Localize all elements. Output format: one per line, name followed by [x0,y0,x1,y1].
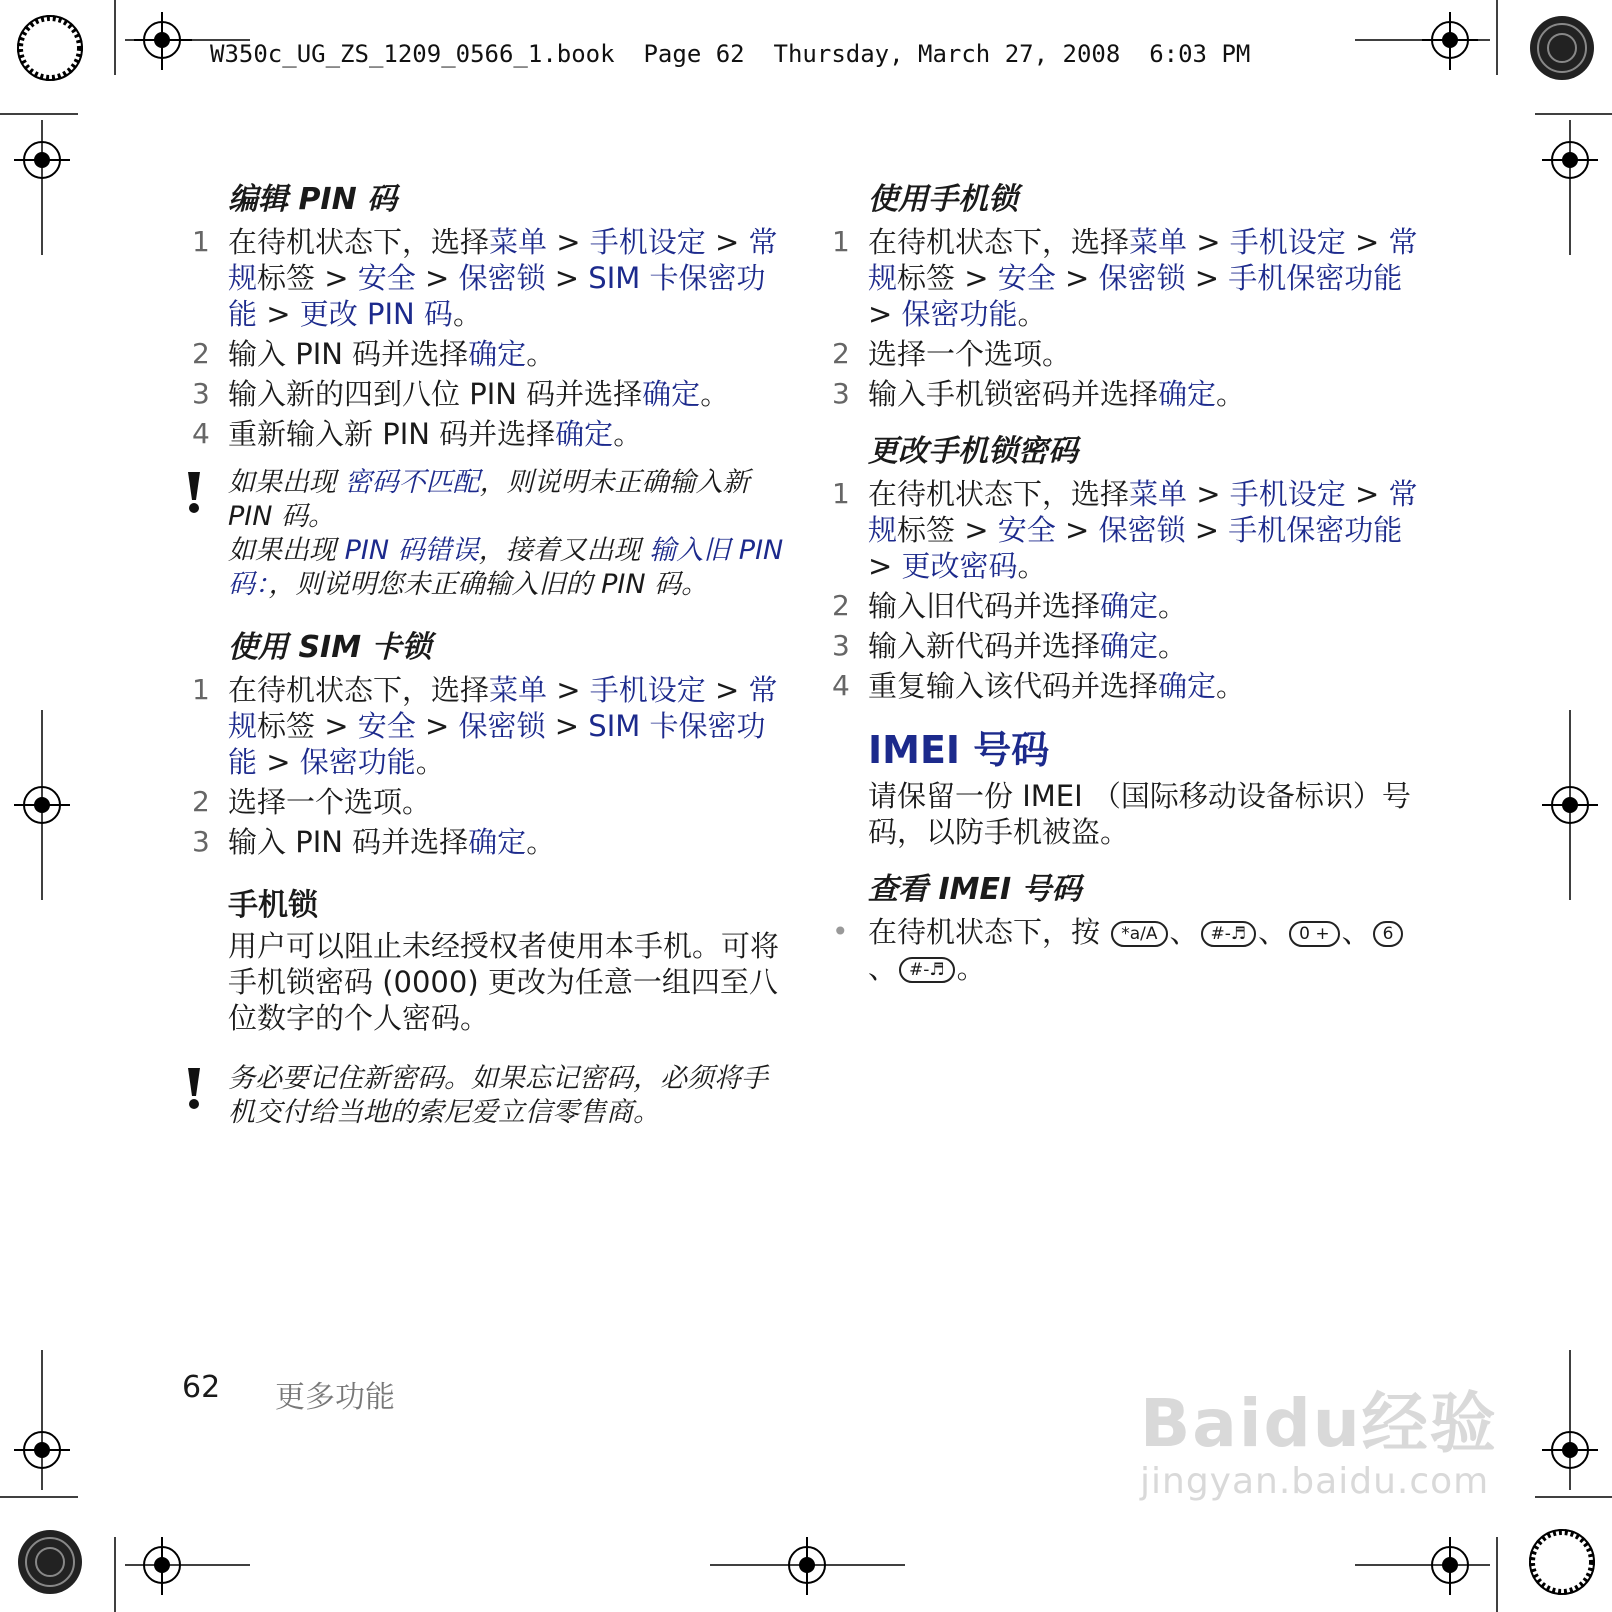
step-number: 3 [832,377,850,410]
menu-path-term: 确定 [468,337,527,371]
text-run: > [545,709,589,743]
text-run: > [1055,513,1099,547]
keypad-key-icon: 0 + [1289,921,1339,947]
step-number: 1 [832,225,850,258]
note-pin-mismatch [228,466,788,602]
step-text [868,629,1187,663]
step-number: 4 [832,669,850,702]
step-text [228,673,778,779]
text-run: 输入手机锁密码并选择 [868,377,1159,411]
step-item [832,476,1428,584]
section-title-imei: IMEI 号码 [868,728,1050,772]
menu-path-term: 菜单 [489,673,548,707]
menu-path-term: 安全 [997,261,1056,295]
step-text [228,785,431,819]
step-text [868,337,1071,371]
text-run: > [1345,225,1389,259]
menu-path-term: 保密锁 [458,261,546,295]
separator: 、 [868,951,898,985]
step-text [228,825,555,859]
separator: 、 [1258,915,1288,949]
step-item [192,784,788,820]
step-item [832,376,1428,412]
text-run: 。 [1216,377,1246,411]
keypad-key-icon: 6 [1373,921,1404,947]
warning-icon [186,470,202,514]
text-run: 在待机状态下，选择 [228,673,490,707]
text-run: 输入新代码并选择 [868,629,1101,663]
step-item [192,336,788,372]
step-number: 4 [192,417,210,450]
menu-path-term: 确定 [1158,669,1217,703]
menu-path-term: SIM 卡保密功能 [228,261,766,331]
text-run: 输入新的四到八位 PIN 码并选择 [228,377,643,411]
menu-path-term: 手机保密功能 [1228,261,1403,295]
step-number: 2 [832,589,850,622]
step-number: 3 [192,825,210,858]
menu-path-term: 更改密码 [901,549,1018,583]
text-run: > [1187,225,1230,259]
menu-path-term: 确定 [642,377,701,411]
text-run: 。 [613,417,643,451]
separator: 、 [1169,915,1199,949]
text-run: 在待机状态下，选择 [868,225,1130,259]
step-text [868,589,1187,623]
text-run: 选择一个选项。 [868,337,1072,371]
baidu-watermark [1140,1370,1498,1502]
separator: 。 [956,951,986,985]
step-item [192,672,788,780]
text-run: > [547,225,590,259]
watermark-line1: Baidu经验 [1140,1385,1498,1462]
menu-path-term: 确定 [1100,589,1159,623]
text-run: 。 [1017,549,1047,583]
menu-path-term: 确定 [1100,629,1159,663]
menu-path-term: 确定 [468,825,527,859]
step-text [868,377,1245,411]
text-run: 。 [526,337,556,371]
step-number: 3 [192,377,210,410]
step-item [192,416,788,452]
menu-path-term: 保密功能 [299,745,416,779]
use-phone-lock-steps [832,224,1428,412]
step-number: 3 [832,629,850,662]
menu-path-term: 手机设定 [1229,477,1346,511]
text-run: 如果出现 [228,467,345,498]
menu-path-term: 手机设定 [589,225,706,259]
text-run: 。 [1158,629,1188,663]
menu-path-term: 更改 PIN 码 [299,297,453,331]
menu-path-term: 手机保密功能 [1228,513,1403,547]
step-item [832,628,1428,664]
text-run: > [415,709,459,743]
step-number: 1 [192,225,210,258]
text-run: 。 [700,377,730,411]
menu-path-term: 菜单 [489,225,548,259]
separator: 、 [1341,915,1371,949]
note-remember-code-text: 务必要记住新密码。如果忘记密码，必须将手机交付给当地的索尼爱立信零售商。 [228,1063,768,1128]
warning-icon [186,1066,202,1110]
phone-lock-body: 用户可以阻止未经授权者使用本手机。可将手机锁密码 (0000) 更改为任意一组四至八位数字的个人密码。 [228,929,780,1035]
step-item [832,668,1428,704]
section-title-phone-lock: 手机锁 [228,888,318,923]
text-run: > [705,225,749,259]
text-run: 。 [1216,669,1246,703]
text-run: ，接着又出现 [478,535,650,566]
menu-path-term: 安全 [997,513,1056,547]
left-column [192,182,788,1130]
step-number: 1 [832,477,850,510]
change-lock-code-steps [832,476,1428,704]
menu-path-term: 常规 [868,477,1418,547]
right-column [832,182,1428,990]
step-number: 1 [192,673,210,706]
text-run: 重新输入新 PIN 码并选择 [228,417,556,451]
menu-path-term: SIM 卡保密功能 [228,709,766,779]
text-run: > [1345,477,1389,511]
section-title-sim-lock: 使用 SIM 卡锁 [228,630,432,665]
section-title-view-imei: 查看 IMEI 号码 [868,872,1082,907]
text-run: > [1187,477,1230,511]
keypad-key-icon: #-♬ [1201,921,1257,947]
menu-path-term: 菜单 [1129,477,1188,511]
step-text [228,417,642,451]
text-run: 。 [526,825,556,859]
keypad-key-icon: *a/A [1111,921,1167,947]
text-run: > [1055,261,1099,295]
text-run: > [547,673,590,707]
menu-path-term: 菜单 [1129,225,1188,259]
menu-path-term: 常规 [868,225,1418,295]
menu-path-term: PIN 码错误 [344,535,479,566]
step-number: 2 [192,785,210,818]
menu-path-term: 常规 [228,673,778,743]
step-item [192,376,788,412]
menu-path-term: 安全 [357,261,416,295]
text-run: > [868,297,902,331]
menu-path-term: 常规 [228,225,778,295]
text-run: 选择一个选项。 [228,785,432,819]
text-run: 输入 PIN 码并选择 [228,337,469,371]
step-item [192,824,788,860]
note-remember-code [228,1062,788,1130]
text-run: > [1185,513,1229,547]
step-number: 2 [192,337,210,370]
menu-path-term: 安全 [357,709,416,743]
text-run: 标签 > [257,709,358,743]
edit-pin-steps [192,224,788,452]
text-run: ，则说明您未正确输入旧的 PIN 码。 [268,569,709,600]
step-text [868,477,1418,583]
text-run: ，则说明未正确输入新 PIN 码。 [228,467,750,532]
footer-section: 更多功能 [275,1380,395,1415]
menu-path-term: 保密锁 [458,709,546,743]
step-item [832,224,1428,332]
text-run: > [257,297,300,331]
text-run: > [415,261,459,295]
text-run: > [1185,261,1229,295]
section-title-change-lock-code: 更改手机锁密码 [868,434,1078,469]
menu-path-term: 输入旧 PIN 码： [228,535,784,600]
step-text [228,337,555,371]
page-number: 62 [182,1370,221,1405]
text-run: 标签 > [897,261,998,295]
section-title-use-phone-lock: 使用手机锁 [868,182,1018,217]
menu-path-term: 保密功能 [901,297,1018,331]
text-run: 。 [1017,297,1047,331]
text-run: > [705,673,749,707]
text-run: > [545,261,589,295]
step-item [192,224,788,332]
text-run: > [257,745,300,779]
keypad-key-icon: #-♬ [899,957,955,983]
step-text [228,377,729,411]
text-run: 在待机状态下，选择 [228,225,490,259]
step-text [868,669,1245,703]
text-run: 。 [415,745,445,779]
menu-path-term: 保密锁 [1098,513,1186,547]
imei-bullet [832,914,1428,986]
imei-bullet-prefix: 在待机状态下，按 [868,915,1101,949]
text-run: 如果出现 [228,535,345,566]
text-run: 标签 > [257,261,358,295]
text-run: 输入 PIN 码并选择 [228,825,469,859]
sim-lock-steps [192,672,788,860]
text-run: 。 [1158,589,1188,623]
menu-path-term: 确定 [1158,377,1217,411]
step-item [832,588,1428,624]
text-run: 输入旧代码并选择 [868,589,1101,623]
menu-path-term: 密码不匹配 [344,467,480,498]
menu-path-term: 手机设定 [589,673,706,707]
section-title-edit-pin: 编辑 PIN 码 [228,182,398,217]
step-number: 2 [832,337,850,370]
text-run: > [868,549,902,583]
step-item [832,336,1428,372]
imei-body: 请保留一份 IMEI （国际移动设备标识）号码，以防手机被盗。 [868,779,1411,849]
note-pin-mismatch-text [228,467,783,600]
bullet-icon: • [832,915,849,948]
menu-path-term: 手机设定 [1229,225,1346,259]
text-run: 在待机状态下，选择 [868,477,1130,511]
print-header: W350c_UG_ZS_1209_0566_1.book Page 62 Thursday, March 27, 2008 6:03 PM [210,40,1251,68]
menu-path-term: 保密锁 [1098,261,1186,295]
step-text [228,225,778,331]
step-text [868,225,1418,331]
text-run: 标签 > [897,513,998,547]
watermark-line2: jingyan.baidu.com [1140,1461,1490,1502]
menu-path-term: 确定 [555,417,614,451]
text-run: 重复输入该代码并选择 [868,669,1159,703]
text-run: 。 [452,297,482,331]
